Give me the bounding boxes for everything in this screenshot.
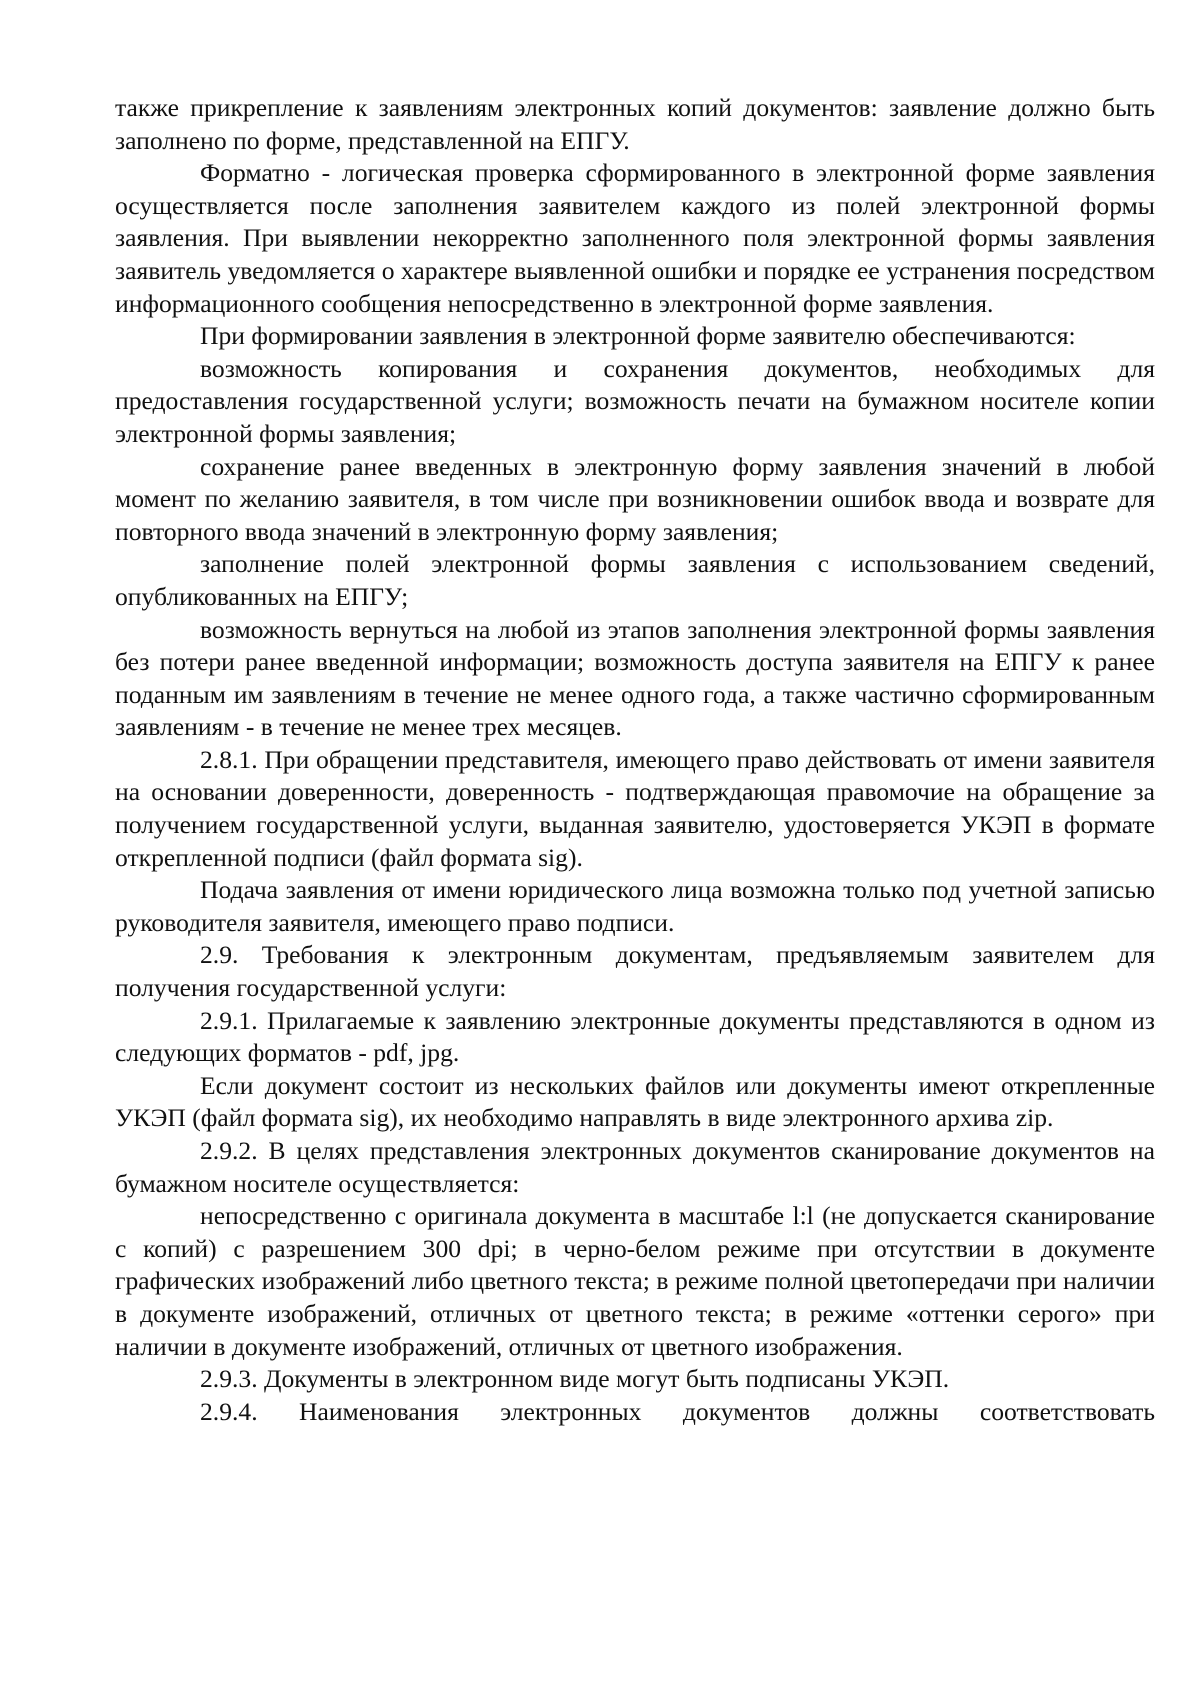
paragraph: возможность копирования и сохранения документов, необходимых для предоставления государственной услуги; возможность печати на бумажном носителе копии электронной формы заявления;	[115, 353, 1155, 448]
paragraph: Форматно - логическая проверка сформированного в электронной форме заявления осуществляется после заполнения заявителем каждого из полей электронной формы заявления. При выявлении некорректно заполненного поля электронной формы заявления заявитель уведомляется о характере выявленной ошибки и порядке ее устранения посредством информационного сообщения непосредственно в электронной форме заявления.	[115, 158, 1155, 318]
paragraph: возможность вернуться на любой из этапов заполнения электронной формы заявления без потери ранее введенной информации; возможность доступа заявителя на ЕПГУ к ранее поданным им заявлениям в течение не менее одного года, а также частично сформированным заявлениям - в течение не менее трех месяцев.	[115, 614, 1155, 742]
paragraph: 2.9.3. Документы в электронном виде могут быть подписаны УКЭП.	[200, 1364, 950, 1394]
paragraph: 2.9.2. В целях представления электронных документов сканирование документов на бумажном носителе осуществляется:	[115, 1136, 1155, 1198]
paragraph: 2.9.4. Наименования электронных документов должны соответствовать	[200, 1396, 1155, 1426]
paragraph: Если документ состоит из нескольких файлов или документы имеют открепленные УКЭП (файл формата sig), их необходимо направлять в виде электронного архива zip.	[115, 1070, 1155, 1133]
paragraph: Подача заявления от имени юридического лица возможна только под учетной записью руководителя заявителя, имеющего право подписи.	[115, 875, 1155, 937]
paragraph: 2.9.1. Прилагаемые к заявлению электронные документы представляются в одном из следующих форматов - pdf, jpg.	[115, 1005, 1155, 1068]
paragraph: 2.9. Требования к электронным документам, предъявляемым заявителем для получения государственной услуги:	[115, 940, 1155, 1003]
paragraph: также прикрепление к заявлениям электронных копий документов: заявление должно быть заполнено по форме, представленной на ЕПГУ.	[115, 93, 1155, 155]
paragraph: непосредственно с оригинала документа в масштабе l:l (не допускается сканирование с копий) с разрешением 300 dpi; в черно-белом режиме при отсутствии в документе графических изображений либо цветного текста; в режиме полной цветопередачи при наличии в документе изображений, отличных от цветного текста; в режиме «оттенки серого» при наличии в документе изображений, отличных от цветного изображения.	[115, 1201, 1155, 1361]
paragraph: 2.8.1. При обращении представителя, имеющего право действовать от имени заявителя на основании доверенности, доверенность - подтверждающая правомочие на обращение за получением государственной услуги, выданная заявителю, удостоверяется УКЭП в формате открепленной подписи (файл формата sig).	[115, 744, 1155, 872]
paragraph: сохранение ранее введенных в электронную форму заявления значений в любой момент по желанию заявителя, в том числе при возникновении ошибок ввода и возврате для повторного ввода значений в электронную форму заявления;	[115, 451, 1155, 546]
paragraph: заполнение полей электронной формы заявления с использованием сведений, опубликованных на ЕПГУ;	[115, 549, 1155, 611]
paragraph: При формировании заявления в электронной форме заявителю обеспечиваются:	[200, 321, 1076, 351]
document-body	[115, 92, 1155, 1428]
